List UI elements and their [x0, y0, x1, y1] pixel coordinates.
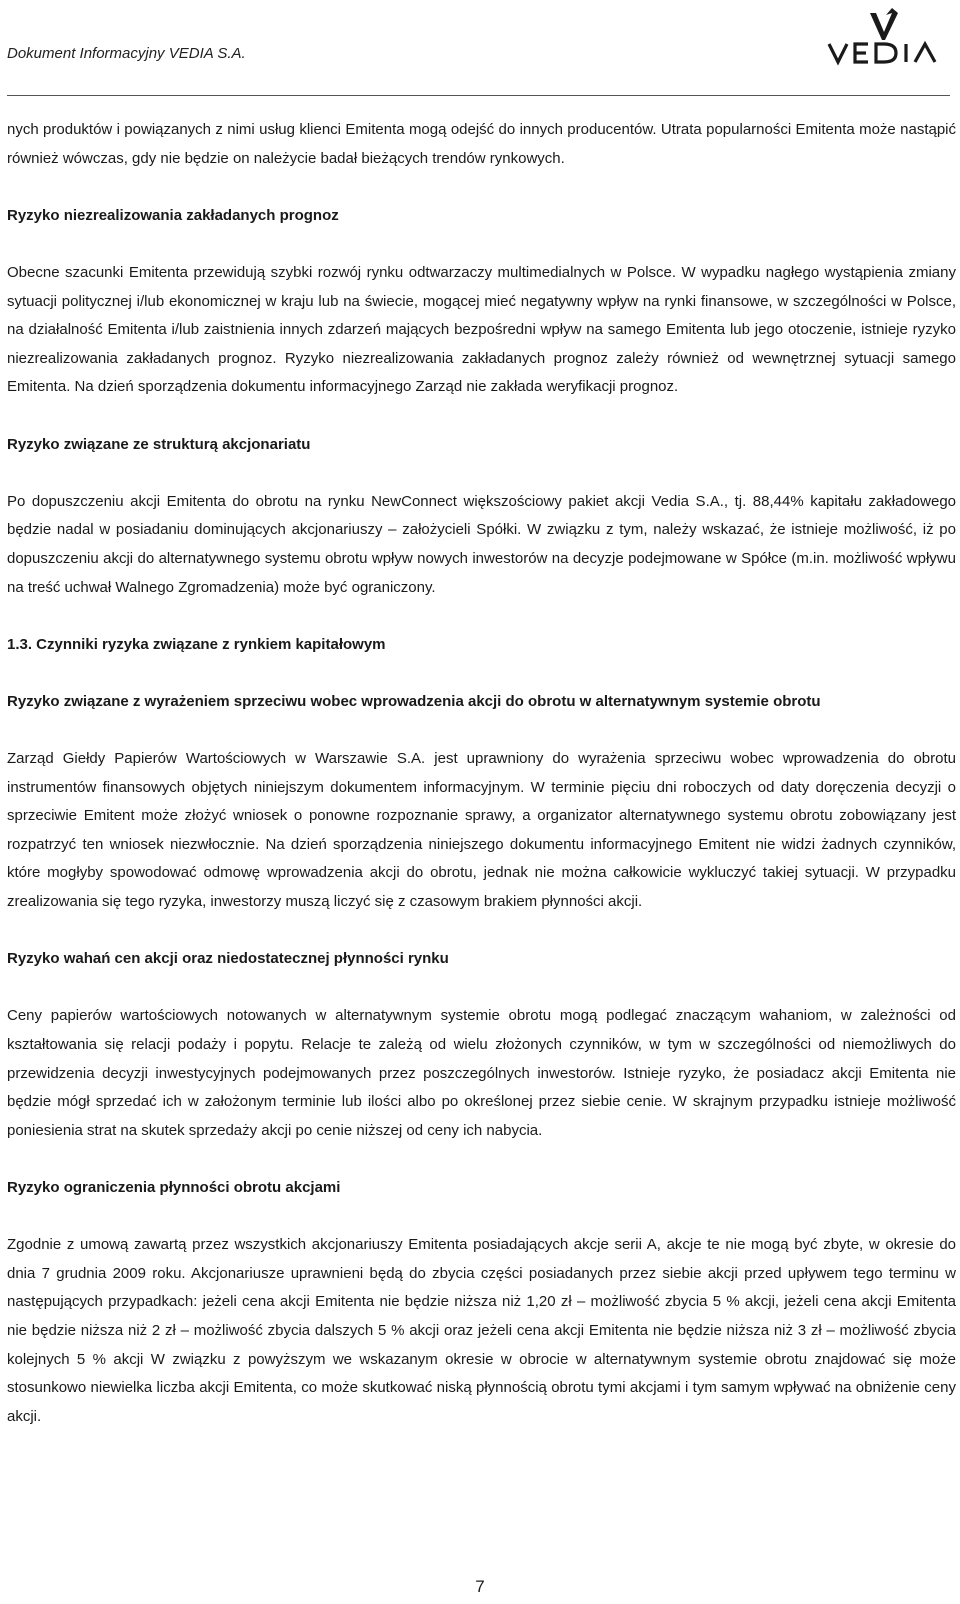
- forecast-risk-paragraph: Obecne szacunki Emitenta przewidują szybki rozwój rynku odtwarzaczy multimedialnych w Polsce. W wypadku nagłego wystąpienia zmiany sytuacji politycznej i/lub ekonomicznej w kraju lub na świecie, mogącej mieć negatywny wpływ na rynki finansowe, w szczególności w Polsce, na działalność Emitenta i/lub zaistnienia innych zdarzeń mających bezpośredni wpływ na samego Emitenta lub jego otoczenie, istnieje ryzyko niezrealizowania zakładanych prognoz. Ryzyko niezrealizowania zakładanych prognoz zależy również od wewnętrznej sytuacji samego Emitenta. Na dzień sporządzenia dokumentu informacyjnego Zarząd nie zakłada weryfikacji prognoz.: [7, 263, 956, 396]
- header-divider: [7, 95, 950, 96]
- section-heading-capital-market: 1.3. Czynniki ryzyka związane z rynkiem kapitałowym: [7, 635, 386, 653]
- document-title: Dokument Informacyjny VEDIA S.A.: [7, 45, 246, 62]
- page-header: [0, 0, 960, 96]
- intro-paragraph: nych produktów i powiązanych z nimi usług klienci Emitenta mogą odejść do innych producentów. Utrata popularności Emitenta może nastąpić również wówczas, gdy nie będzie on należycie badał bieżących trendów rynkowych.: [7, 121, 956, 167]
- price-volatility-paragraph: Ceny papierów wartościowych notowanych w alternatywnym systemie obrotu mogą podlegać znaczącym wahaniom, w zależności od kształtowania się relacji podaży i popytu. Relacje te zależą od wielu złożonych czynników, w tym w szczególności od niemożliwych do przewidzenia decyzji inwestycyjnych podejmowanych przez poszczególnych inwestorów. Istnieje ryzyko, że posiadacz akcji Emitenta nie będzie mógł sprzedać ich w założonym terminie lub ilości albo po określonej przez siebie cenie. W skrajnym przypadku istnieje możliwość poniesienia strat na skutek sprzedaży akcji po cenie niższej od ceny ich nabycia.: [7, 1007, 956, 1139]
- objection-risk-paragraph: Zarząd Giełdy Papierów Wartościowych w Warszawie S.A. jest uprawniony do wyrażenia sprzeciwu wobec wprowadzenia do obrotu instrumentów finansowych objętych niniejszym dokumentem informacyjnym. W terminie pięciu dni roboczych od daty doręczenia decyzji o sprzeciwie Emitent może złożyć wniosek o ponowne rozpoznanie sprawy, a organizator alternatywnego systemu obrotu zobowiązany jest rozpatrzyć ten wniosek niezwłocznie. Na dzień sporządzenia niniejszego dokumentu informacyjnego Emitent nie widzi żadnych czynników, które mogłyby spowodować odmowę wprowadzenia akcji do obrotu, jednak nie można całkowicie wykluczyć takiej sytuacji. W przypadku zrealizowania się tego ryzyka, inwestorzy muszą liczyć się z czasowym brakiem płynności akcji.: [7, 750, 956, 911]
- page-number: 7: [475, 1577, 485, 1596]
- heading-shareholder-structure-risk: Ryzyko związane ze strukturą akcjonariatu: [7, 435, 311, 453]
- heading-objection-risk: Ryzyko związane z wyrażeniem sprzeciwu wobec wprowadzenia akcji do obrotu w alternatywnym systemie obrotu: [7, 692, 821, 710]
- heading-forecast-risk: Ryzyko niezrealizowania zakładanych prognoz: [7, 206, 339, 224]
- shareholder-structure-paragraph: Po dopuszczeniu akcji Emitenta do obrotu na rynku NewConnect większościowy pakiet akcji Vedia S.A., tj. 88,44% kapitału zakładowego będzie nadal w posiadaniu dominujących akcjonariuszy – założycieli Spółki. W związku z tym, należy wskazać, że istnieje możliwość, iż po dopuszczeniu akcji do alternatywnego systemu obrotu wpływ nowych inwestorów na decyzje podejmowane w Spółce (m.in. możliwość wpływu na treść uchwał Walnego Zgromadzenia) może być ograniczony.: [7, 492, 956, 596]
- heading-liquidity-restriction-risk: Ryzyko ograniczenia płynności obrotu akcjami: [7, 1178, 341, 1196]
- vedia-logo-mark: [826, 4, 958, 66]
- heading-price-volatility-risk: Ryzyko wahań cen akcji oraz niedostatecznej płynności rynku: [7, 950, 449, 968]
- vedia-logo: [826, 4, 958, 66]
- liquidity-restriction-paragraph: Zgodnie z umową zawartą przez wszystkich akcjonariuszy Emitenta posiadających akcje serii A, akcje te nie mogą być zbyte, w okresie do dnia 7 grudnia 2009 roku. Akcjonariusze uprawnieni będą do zbycia części posiadanych przez siebie akcji przed upływem tego terminu w następujących przypadkach: jeżeli cena akcji Emitenta nie będzie niższa niż 1,20 zł – możliwość zbycia 5 % akcji, jeżeli cena akcji Emitenta nie będzie niższa niż 2 zł – możliwość zbycia dalszych 5 % akcji oraz jeżeli cena akcji Emitenta nie będzie niższa niż 3 zł – możliwość zbycia kolejnych 5 % akcji W związku z powyższym we wskazanym okresie w obrocie w alternatywnym systemie obrotu znajdować się może stosunkowo niewielka liczba akcji Emitenta, co może skutkować niską płynnością obrotu tymi akcjami i tym samym wpływać na obniżenie ceny akcji.: [7, 1236, 956, 1425]
- document-body: [7, 116, 956, 1431]
